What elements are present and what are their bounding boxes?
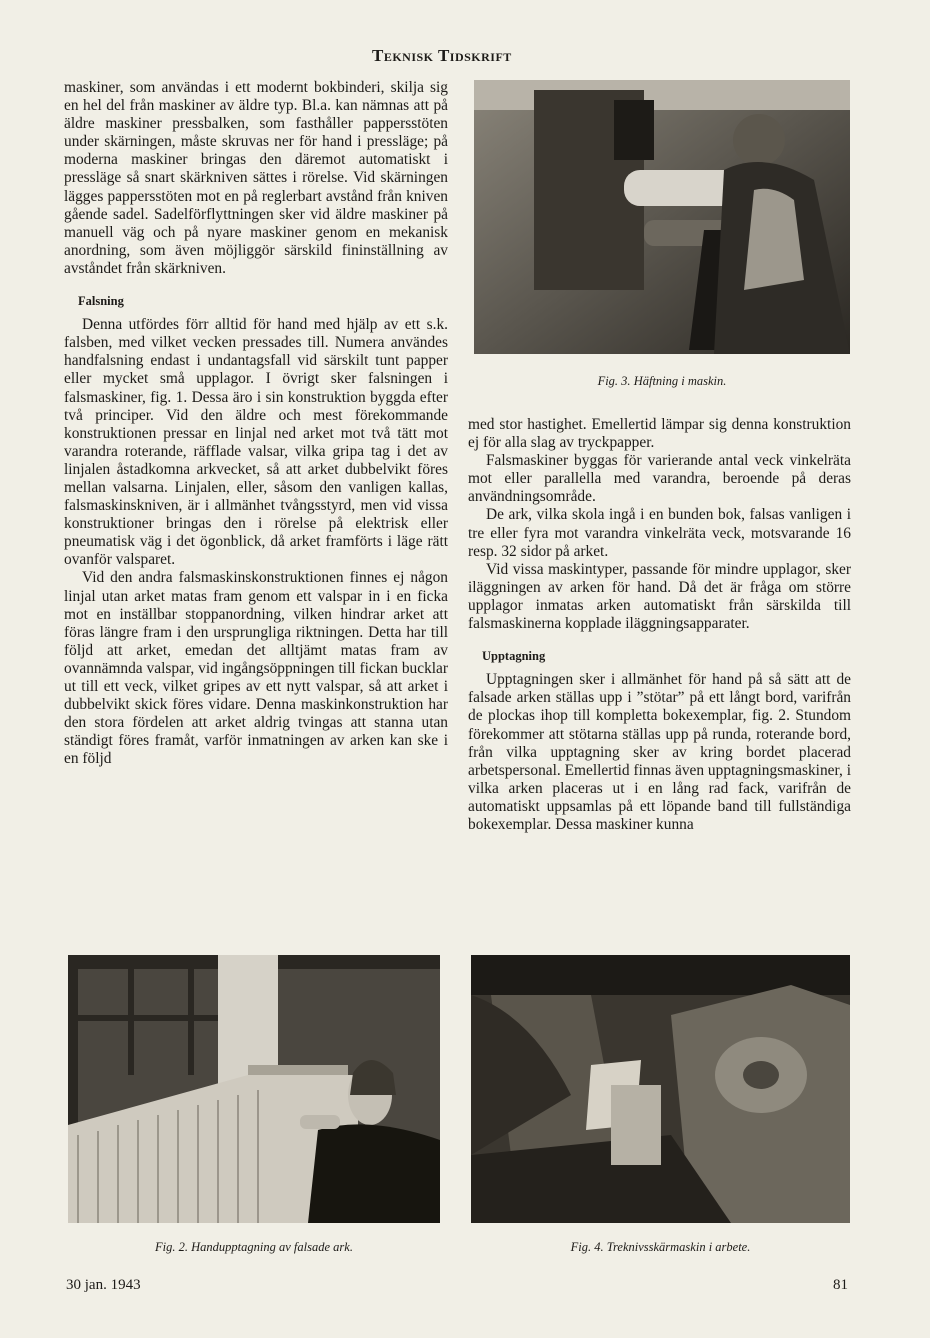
paragraph: De ark, vilka skola ingå i en bunden bok, falsas vanligen i tre eller fyra mot varandra vinkelräta veck, motsvarande 16 resp. 32 sidor på arket. xyxy=(468,506,851,560)
machine-stitching-illustration xyxy=(474,80,850,354)
figure-4-label: Fig. 4. xyxy=(570,1240,604,1254)
figure-3-caption xyxy=(474,374,850,389)
section-heading-falsning: Falsning xyxy=(78,294,124,309)
left-column xyxy=(64,79,448,768)
paragraph: Upptagningen sker i allmänhet för hand på så sätt att de falsade arken ställas upp i ”stötar” på ett långt bord, varifrån de plockas ihop till kompletta bokexemplar, fig. 2. Stundom förekommer att stötarna ställas upp på runda, roterande bord, från vilka upptagning sker av kring bordet placerad arbetspersonal. Emellertid finnas även upptagningsmaskiner, i vilka arken placeras ut i en lång rad fack, varifrån de automatiskt uppsamlas på ett löpande band till fullständiga bokexemplar. Dessa maskiner kunna xyxy=(468,671,851,833)
paragraph: Vid vissa maskintyper, passande för mindre upplagor, sker iläggningen av arken för hand. Då det är fråga om större upplagor inmatas arken automatiskt från särskilda till falsmaskinerna kopplade iläggningsapparater. xyxy=(468,560,851,633)
figure-3-label: Fig. 3. xyxy=(597,374,631,388)
figure-4-photo xyxy=(471,955,850,1223)
figure-2-photo xyxy=(68,955,440,1223)
section-heading-upptagning: Upptagning xyxy=(482,649,546,664)
figure-4-caption-text: Treknivsskärmaskin i arbete. xyxy=(606,1240,751,1254)
figure-2-caption-text: Handupptagning av falsade ark. xyxy=(191,1240,353,1254)
page-number: 81 xyxy=(833,1277,848,1293)
three-knife-cutter-illustration xyxy=(471,955,850,1223)
right-column xyxy=(468,416,851,834)
figure-3-caption-text: Häftning i maskin. xyxy=(633,374,727,388)
figure-4-caption xyxy=(471,1240,850,1255)
paragraph: Vid den andra falsmaskinskonstruktionen finnes ej någon linjal utan arket matas fram genom ett valspar in i en ficka mot en inställbar stoppanordning, vilken hindrar arket att föras längre fram i den ursprungliga riktningen. Detta har till följd att arket, emedan det alltjämt matas fram av ovannämnda valspar, vid ingångsöppningen till fickan bucklar ut till ett veck, vilket gripes av ett nytt valspar, så att arket i dubbelvikt skick föres vidare. Denna maskinkonstruktion har den stora fördelen att arket aldrig tvingas att stanna utan ständigt föres framåt, varför inmatningen av arken kan ske i en följd xyxy=(64,569,448,768)
paragraph: med stor hastighet. Emellertid lämpar sig denna konstruktion ej för alla slag av tryckpapper. xyxy=(468,416,851,452)
paragraph: maskiner, som användas i ett modernt bokbinderi, skilja sig en hel del från maskiner av äldre typ. Bl.a. kan nämnas att på äldre maskiner pressbalken, som fasthåller pappersstöten under skärningen, måste skruvas ner för hand i pressläge; på moderna maskiner bringas den däremot automatiskt i pressläge så snart skärkniven sättes i rörelse. Vid skärningen lägges pappersstöten mot en på reglerbart avstånd från kniven gående sadel. Sadelförflyttningen sker vid äldre maskiner på manuell väg och på nyare maskiner genom en mekanisk anordning, som även möjliggör särskild fininställning av avståndet från skärkniven. xyxy=(64,79,448,277)
hand-gathering-illustration xyxy=(68,955,440,1223)
journal-masthead: Teknisk Tidskrift xyxy=(372,46,512,65)
paragraph: Falsmaskiner byggas för varierande antal veck vinkelräta mot eller parallella med varandra, beroende på deras användningsområde. xyxy=(468,452,851,506)
figure-2-caption xyxy=(68,1240,440,1255)
paragraph: Denna utfördes förr alltid för hand med hjälp av ett s.k. falsben, med vilket vecken pressades till. Numera användes handfalsning endast i undantagsfall vid särskilt tunt papper eller mycket små upplagor. I övrigt sker falsningen i falsmaskiner, fig. 1. Dessa äro i sin konstruktion byggda efter två principer. Vid den äldre och mest förekommande konstruktionen pressar en linjal ned arket mot två tätt mot varandra roterande, räfflade valsar, vilka gripa tag i det av linjalen åstadkomna arkvecket, så att arket dubbelvikt föres mellan valsarna. Linjalen, eller, såsom den vanligen kallas, falsmaskinskniven, är i allmänhet tvångsstyrd, men vid vissa konstruktioner bringas den i rörelse på elektrisk eller pneumatisk väg i det ögonblick, då arket framförts i läge rätt ovanför valsparet. xyxy=(64,316,448,569)
figure-3-photo xyxy=(474,80,850,354)
footer-date: 30 jan. 1943 xyxy=(66,1277,141,1293)
figure-2-label: Fig. 2. xyxy=(155,1240,189,1254)
